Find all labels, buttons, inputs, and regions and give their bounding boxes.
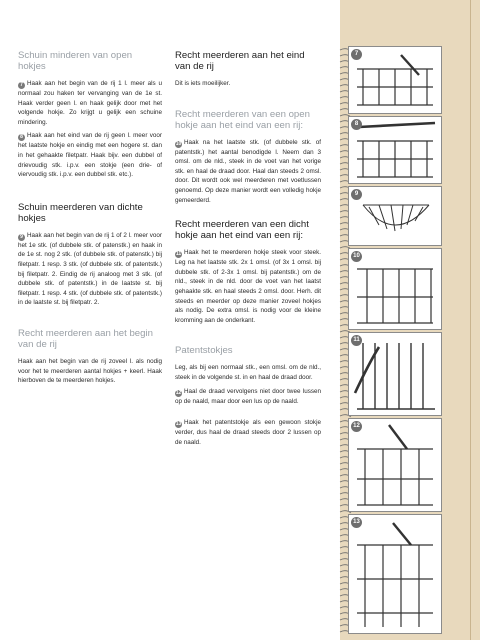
- figure-badge: 10: [351, 251, 362, 262]
- heading-recht-meerderen-begin: Recht meerderen aan het begin van de rij: [18, 327, 153, 350]
- crochet-diagram-9: [349, 187, 441, 245]
- figure-10: [348, 248, 442, 330]
- figure-badge: 11: [351, 335, 362, 346]
- step-badge: 8: [18, 134, 25, 141]
- heading-recht-meerderen-eind: Recht meerderen aan het eind van de rij: [175, 50, 305, 72]
- heading-dicht-hokje: Recht meerderen van een dicht hokje aan het eind van een rij:: [175, 219, 309, 242]
- step-badge: 9: [18, 234, 25, 241]
- figure-badge: 8: [351, 119, 362, 130]
- heading-schuin-minderen: Schuin minderen van open hokjes: [18, 50, 133, 72]
- paragraph: Haak aan het begin van de rij zoveel l. als nodig voor het te meerderen aantal hokjes + keerl. Haak hierboven de te meerderen hokjes.: [18, 357, 162, 385]
- crochet-diagram-12: [349, 419, 441, 511]
- sidebar-rule: [470, 0, 471, 640]
- figure-7: [348, 46, 442, 114]
- step-badge: 13: [175, 421, 182, 428]
- paragraph: 9 Haak aan het begin van de rij 1 of 2 l. meer voor het 1e stk. (of dubbele stk. of patenstk.) en haak in de 1e st. nog 2 stk. (of dubbele stk. of patenstk.) bij filetpatr. 1 resp. 3 stk. (of dubbele stk. of patentstk.) bij filetpatr. 2. Eindig de rij analoog met 3 stk. (of dubbele stk. of patentstk.) in de laatste st. bij filetpatr. 1 resp. 4 stk. (of dubbele stk. of patentstk.) in de laatste st. bij filetpatr. 2.: [18, 231, 162, 307]
- figure-badge: 9: [351, 189, 362, 200]
- crochet-diagram-7: [349, 47, 441, 113]
- paragraph: 8 Haak aan het eind van de rij geen l. meer voor het laatste hokje en eindig met een hogere st. dan in het gehaakte filetpatr. Haak bijv. een dubbel of drievoudig stk. i.p.v. een stokje (een drie- of viervoudig stk. i.p.v. een dubbel stk. etc.).: [18, 132, 162, 179]
- figure-8: [348, 116, 442, 184]
- figure-12: [348, 418, 442, 512]
- figure-11: [348, 332, 442, 416]
- step-badge: 7: [18, 82, 25, 89]
- step-badge: 10: [175, 140, 182, 147]
- figure-badge: 13: [351, 517, 362, 528]
- paragraph: Dit is iets moeilijker.: [175, 80, 231, 87]
- paragraph: 10 Haak na het laatste stk. (of dubbele stk. of patentstk.) het aantal benodigde l. Neem dan 3 omsl. om de nld., steek in de voet van het vorige stk. en haal de draad door. Haal dan steeds 2 omsl. door. Dit wordt ook wel meerderen met voetlussen genoemd. Op deze manier wordt een volledig hokje gemeerderd.: [175, 138, 321, 204]
- heading-open-hokje: Recht meerderen van een open hokje aan het eind van een rij:: [175, 108, 310, 131]
- heading-schuin-meerderen: Schuin meerderen van dichte hokjes: [18, 201, 143, 224]
- paragraph: 7 Haak aan het begin van de rij 1 l. meer als u normaal zou haken ter vervanging van de 1e st. Haak verder geen l. en haak gelijk door met het volgende hokje. Zo krijgt u gelijk een schuine mindering.: [18, 80, 162, 126]
- figure-badge: 12: [351, 421, 362, 432]
- crochet-diagram-10: [349, 249, 441, 329]
- figure-9: [348, 186, 442, 246]
- figure-badge: 7: [351, 49, 362, 60]
- crochet-diagram-8: [349, 117, 441, 183]
- left-column: [18, 50, 162, 390]
- figure-13: [348, 514, 442, 634]
- paragraph: 11 Haak het te meerderen hokje steek voor steek. Leg na het laatste stk. 2x 1 omsl. (of 3x 1 omsl. bij dubbele stk. of 2-3x 1 omsl. bij patentstk.) om de nld., steek in de nld. door de voet van het laatst gehaakte stk. en haal steeds 2 omsl. door. Herh. dit steeds en meerder op deze manier zoveel hokjes als nodig. De extra omsl. is nodig voor de kleine kromming aan de onderkant.: [175, 249, 321, 324]
- crochet-diagram-13: [349, 515, 441, 633]
- paragraph: 12 Haal de draad vervolgens niet door twee lussen op de naald, maar door een lus op de naald.: [175, 387, 321, 405]
- crochet-diagram-11: [349, 333, 441, 415]
- heading-patentstokjes: Patentstokjes: [175, 345, 233, 357]
- paragraph: Leg, als bij een normaal stk., een omsl. om de nld., steek in de volgende st. in en haal de draad door.: [175, 364, 321, 381]
- paragraph: 13 Haak het patentstokje als een gewoon stokje verder, dus haal de draad steeds door 2 lussen op de naald.: [175, 419, 321, 446]
- middle-column: [175, 50, 321, 451]
- step-badge: 12: [175, 389, 182, 396]
- step-badge: 11: [175, 251, 182, 258]
